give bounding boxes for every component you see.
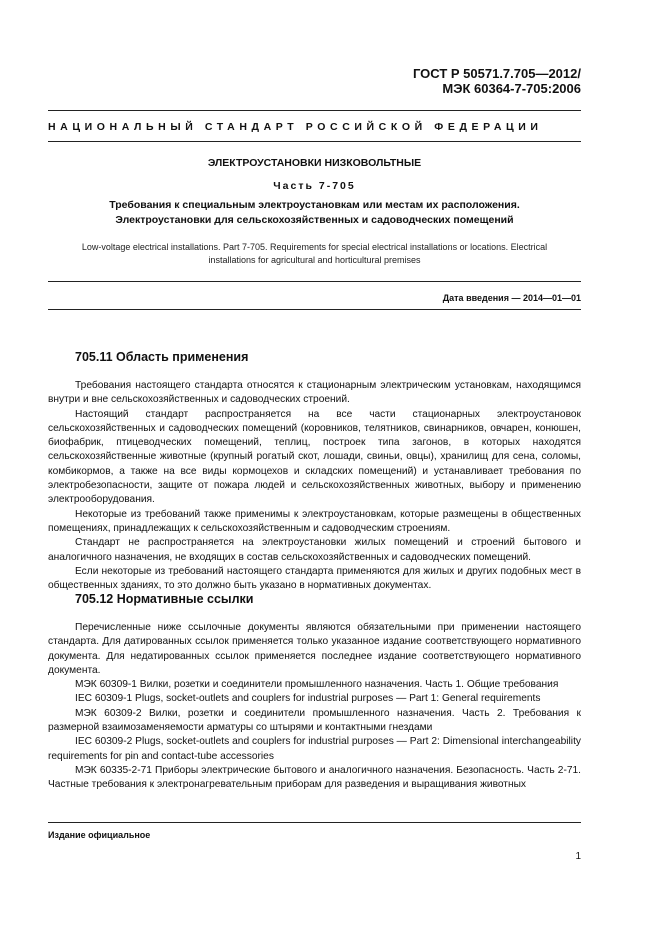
paragraph: Перечисленные ниже ссылочные документы являются обязательными при применении настоящего стандарта. Для датированных ссылок применяется только указанное издание соответствующего нормативного документа. Для недатированных ссылок применяется последнее издание соответствующего нормативного документа. bbox=[48, 622, 581, 676]
document-title: ЭЛЕКТРОУСТАНОВКИ НИЗКОВОЛЬТНЫЕ bbox=[207, 157, 422, 169]
section-scope-body bbox=[48, 379, 581, 593]
reference-item: IEC 60309-1 Plugs, socket-outlets and couplers for industrial purposes — Part 1: General requirements bbox=[75, 693, 541, 705]
paragraph: Стандарт не распространяется на электроустановки жилых помещений и строений бытового и аналогичного назначения, не входящих в состав сельскохозяйственных и садоводческих помещений. bbox=[48, 537, 581, 563]
reference-item: МЭК 60335-2-71 Приборы электрические бытового и аналогичного назначения. Безопасность. Часть 2-71. Частные требования к электронагревательным приборам для разведения и выращивания животных bbox=[48, 764, 581, 791]
english-title bbox=[48, 241, 581, 267]
document-part: Часть 7-705 bbox=[273, 180, 356, 192]
gost-number: ГОСТ Р 50571.7.705—2012/ bbox=[412, 66, 581, 81]
section-heading-references: 705.12 Нормативные ссылки bbox=[75, 592, 254, 606]
page-number: 1 bbox=[575, 851, 581, 862]
iec-number: МЭК 60364-7-705:2006 bbox=[442, 81, 581, 96]
national-standard-banner: НАЦИОНАЛЬНЫЙ СТАНДАРТ РОССИЙСКОЙ ФЕДЕРАЦИИ bbox=[48, 121, 543, 133]
gost-designation bbox=[413, 66, 581, 96]
section-references-body bbox=[48, 621, 581, 793]
document-subtitle bbox=[48, 198, 581, 228]
top-divider bbox=[48, 110, 581, 111]
section-heading-scope: 705.11 Область применения bbox=[75, 350, 249, 364]
official-edition-note: Издание официальное bbox=[48, 830, 151, 840]
reference-item: МЭК 60309-2 Вилки, розетки и соединители промышленного назначения. Часть 2. Требования к размерной взаимозаменяемости арматуры со штырями и контактными гнездами bbox=[48, 707, 581, 734]
subtitle-line-1: Требования к специальным электроустановкам или местам их расположения. bbox=[109, 199, 520, 211]
subtitle-line-2: Электроустановки для сельскохозяйственных и садоводческих помещений bbox=[115, 214, 514, 226]
paragraph: Если некоторые из требований настоящего стандарта применяются для жилых и других подобных мест в общественных зданиях, то это должно быть указано в нормативных документах. bbox=[48, 565, 581, 592]
title-divider bbox=[48, 281, 581, 282]
english-title-line-1: Low-voltage electrical installations. Part 7-705. Requirements for special electrical installations or locations. Electrical bbox=[81, 242, 548, 252]
date-divider bbox=[48, 309, 581, 310]
reference-item: МЭК 60309-1 Вилки, розетки и соединители промышленного назначения. Часть 1. Общие требования bbox=[75, 679, 559, 691]
reference-item: IEC 60309-2 Plugs, socket-outlets and couplers for industrial purposes — Part 2: Dimensional interchangeability requirements for pin and contact-tube accessories bbox=[48, 736, 581, 762]
paragraph: Некоторые из требований также применимы к электроустановкам, которые размещены в общественных помещениях, принадлежащих к сельскохозяйственным и садоводческим строениям. bbox=[48, 508, 581, 534]
english-title-line-2: installations for agricultural and horticultural premises bbox=[208, 255, 421, 265]
paragraph: Настоящий стандарт распространяется на все части стационарных электроустановок сельскохозяйственных и садоводческих помещений (коровников, телятников, свинарников, овчарен, конюшен, биофабрик, птицеводческих помещений, теплиц, построек типа загонов, в которых находятся сельскохозяйственные животные (крупный рогатый скот, лошади, свиньи, овцы), хранилищ для сена, соломы, комбикормов, а также на все виды кормоцехов и складских помещений) и устанавливает требования по электробезопасности, защите от пожара людей и сельскохозяйственных животных, выбору и применению электрооборудования. bbox=[48, 408, 581, 506]
introduction-date: Дата введения — 2014—01—01 bbox=[442, 293, 581, 303]
banner-divider bbox=[48, 141, 581, 142]
paragraph: Требования настоящего стандарта относятся к стационарным электрическим установкам, находящимся внутри и вне сельскохозяйственных и садоводческих строений. bbox=[48, 380, 581, 406]
footer-divider bbox=[48, 822, 581, 823]
